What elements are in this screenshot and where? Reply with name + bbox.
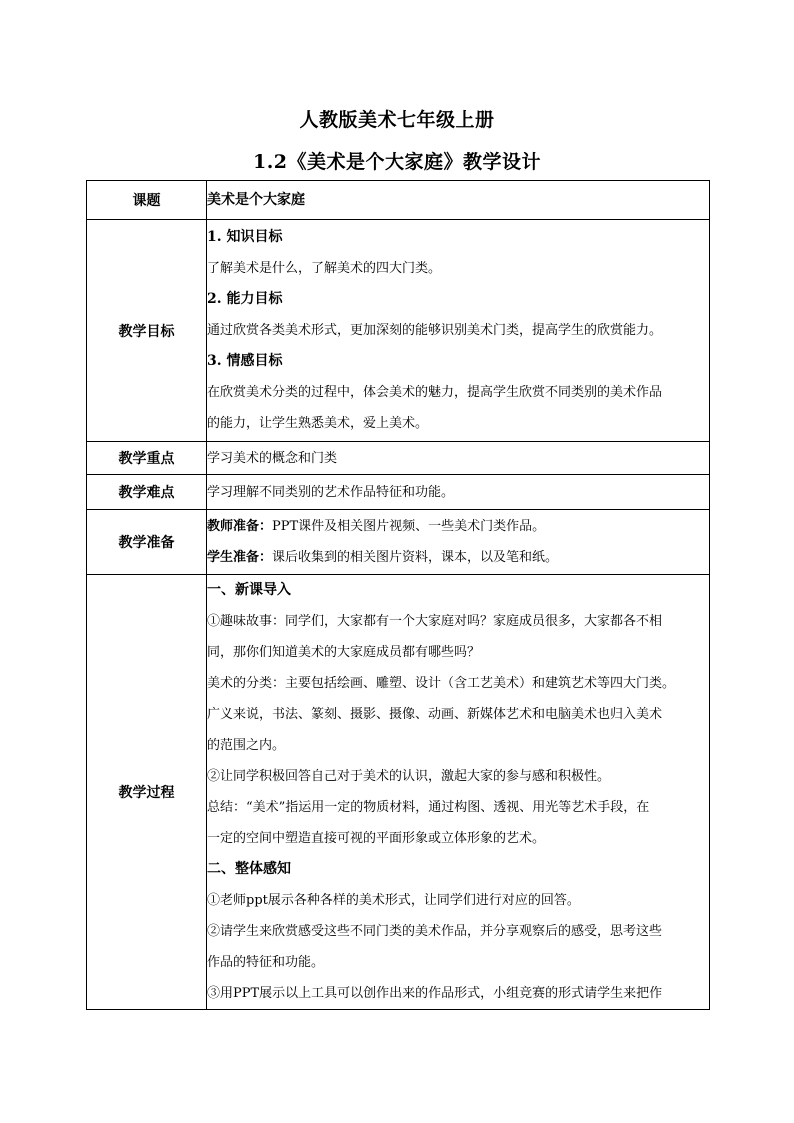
difficulties-label: 教学难点 [87, 475, 207, 510]
key-points-label: 教学重点 [87, 442, 207, 475]
ability-text: 通过欣赏各类美术形式，更加深刻的能够识别美术门类，提高学生的欣赏能力。 [207, 323, 663, 338]
process-line: ②让同学积极回答自己对于美术的认识，激起大家的参与感和积极性。 [207, 769, 611, 784]
preparation-label: 教学准备 [87, 510, 207, 575]
knowledge-text: 了解美术是什么，了解美术的四大门类。 [207, 261, 442, 276]
topic-value: 美术是个大家庭 [207, 191, 305, 208]
emotion-text-line-1: 在欣赏美术分类的过程中，体会美术的魅力，提高学生欣赏不同类别的美术作品 [207, 385, 663, 400]
process-line: 美术的分类：主要包括绘画、雕塑、设计（含工艺美术）和建筑艺术等四大门类。 [207, 676, 676, 691]
row-preparation [87, 510, 710, 575]
objectives-cell [207, 220, 710, 442]
teacher-preparation-lead: 教师准备： [207, 519, 273, 534]
row-topic [87, 181, 710, 220]
student-preparation-text: 课后收集到的相关图片资料，课本，以及笔和纸。 [272, 550, 559, 565]
process-line: ②请学生来欣赏感受这些不同门类的美术作品，并分享观察后的感受，思考这些 [207, 924, 663, 939]
knowledge-heading: 1. 知识目标 [207, 229, 283, 245]
process-line: ①趣味故事：同学们，大家都有一个大家庭对吗？家庭成员很多，大家都各不相 [207, 614, 663, 629]
process-line: 广义来说，书法、篆刻、摄影、摄像、动画、新媒体艺术和电脑美术也归入美术 [207, 707, 663, 722]
document-title: 人教版美术七年级上册 [299, 109, 495, 131]
row-key-points [87, 442, 710, 475]
process-line: ①老师ppt展示各种各样的美术形式，让同学们进行对应的回答。 [207, 893, 580, 908]
process-cell [207, 575, 710, 1010]
process-line: 的范围之内。 [207, 738, 286, 753]
process-line: ③用PPT展示以上工具可以创作出来的作品形式，小组竞赛的形式请学生来把作 [207, 986, 663, 1001]
process-line: 一定的空间中塑造直接可视的平面形象或立体形象的艺术。 [207, 831, 546, 846]
section2-heading: 二、整体感知 [207, 861, 291, 877]
row-process [87, 575, 710, 1010]
process-line: 同，那你们知道美术的大家庭成员都有哪些吗？ [207, 645, 481, 660]
key-points-value: 学习美术的概念和门类 [207, 450, 338, 466]
emotion-text-line-2: 的能力，让学生熟悉美术，爱上美术。 [207, 416, 429, 431]
process-line: 作品的特征和功能。 [207, 955, 325, 970]
row-objectives [87, 220, 710, 442]
topic-value-cell [207, 181, 710, 220]
preparation-cell [207, 510, 710, 575]
emotion-heading: 3. 情感目标 [207, 353, 283, 369]
process-label: 教学过程 [87, 575, 207, 1010]
difficulties-value: 学习理解不同类别的艺术作品特征和功能。 [207, 484, 455, 500]
student-preparation [207, 542, 709, 573]
row-difficulties [87, 475, 710, 510]
lesson-plan-table [86, 180, 710, 1010]
topic-label: 课题 [87, 181, 207, 220]
key-points-cell [207, 442, 710, 475]
objectives-label: 教学目标 [87, 220, 207, 442]
teacher-preparation [207, 511, 709, 542]
document-subtitle: 1.2《美术是个大家庭》教学设计 [252, 151, 542, 173]
teacher-preparation-text: PPT课件及相关图片视频、一些美术门类作品。 [272, 519, 546, 534]
ability-heading: 2. 能力目标 [207, 291, 283, 307]
section1-heading: 一、新课导入 [207, 582, 291, 598]
student-preparation-lead: 学生准备： [207, 550, 273, 565]
process-line: 总结：“美术”指运用一定的物质材料，通过构图、透视、用光等艺术手段，在 [207, 800, 650, 815]
difficulties-cell [207, 475, 710, 510]
